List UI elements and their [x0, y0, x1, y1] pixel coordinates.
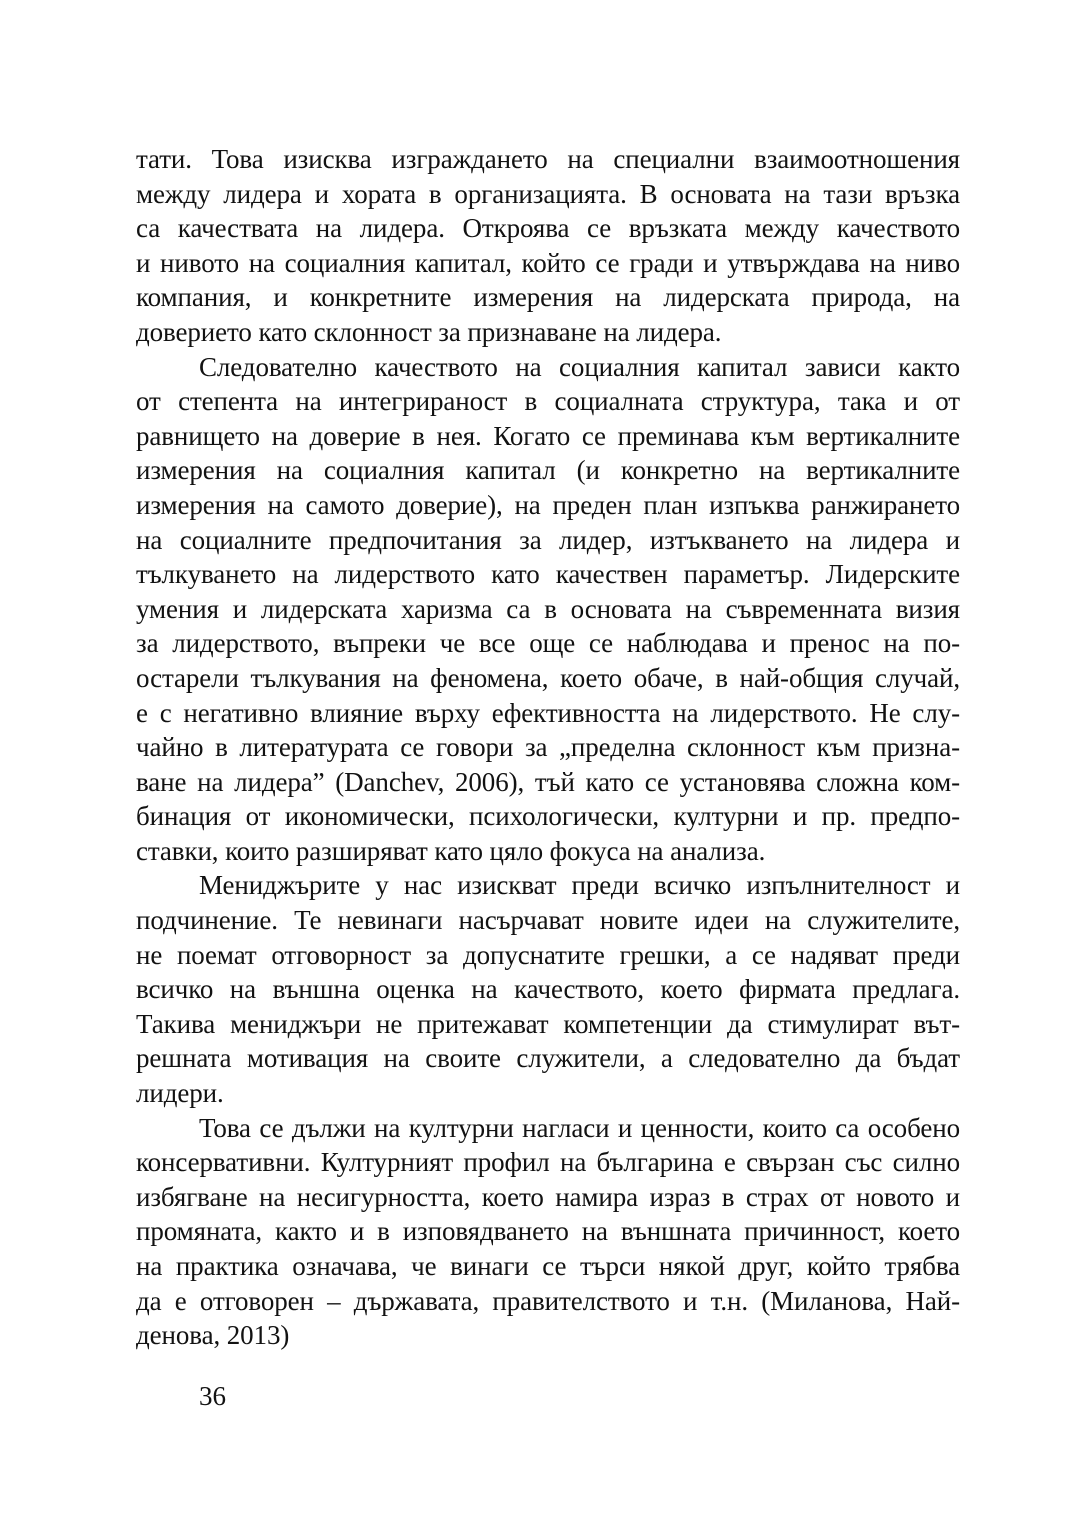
text-line: ване на лидера” (Danchev, 2006), тъй като се установява сложна ком- — [136, 766, 960, 797]
text-line: от степента на интегрираност в социалната структура, така и от — [136, 386, 960, 417]
text-line: е с негативно влияние върху ефективността на лидерството. Не слу- — [136, 697, 960, 728]
text-line: са качествата на лидера. Откроява се връзката между качеството — [136, 213, 960, 244]
text-line: ставки, които разширяват като цяло фокуса на анализа. — [136, 835, 766, 866]
text-line: бинация от икономически, психологически, културни и пр. предпо- — [136, 801, 960, 832]
text-line: измерения на самото доверие), на преден план изпъква ранжирането — [136, 489, 960, 520]
text-line: на практика означава, че винаги се търси някой друг, който трябва — [136, 1251, 960, 1281]
text-line: и нивото на социалния капитал, който се гради и утвърждава на ниво — [136, 247, 960, 278]
text-line: измерения на социалния капитал (и конкретно на вертикалните — [136, 455, 960, 486]
page-text — [136, 142, 960, 1353]
text-line: чайно в литературата се говори за „пределна склонност към призна- — [136, 732, 960, 763]
text-line: Това се дължи на културни нагласи и ценности, които са особено — [199, 1112, 960, 1143]
text-line: лидери. — [136, 1078, 224, 1109]
text-line: умения и лидерската харизма са в основата на съвременната визия — [136, 593, 960, 624]
text-line: тълкуването на лидерството като качествен параметър. Лидерските — [136, 559, 960, 590]
text-line: Такива мениджъри не притежават компетенции да стимулират вът- — [136, 1008, 960, 1039]
text-line: избягване на несигурността, което намира израз в страх от новото и — [136, 1181, 960, 1212]
text-line: Мениджърите у нас изискват преди всичко изпълнителност и — [199, 870, 960, 901]
text-line: промяната, както и в изповядването на външната причинност, което — [136, 1216, 960, 1247]
text-line: равнището на доверие в нея. Когато се преминава към вертикалните — [136, 420, 960, 451]
text-line: тати. Това изисква изграждането на специални взаимоотношения — [136, 144, 960, 174]
text-line: компания, и конкретните измерения на лидерската природа, на — [136, 282, 960, 313]
text-line: не поемат отговорност за допуснатите грешки, а се надяват преди — [136, 939, 960, 970]
text-line: всичко на външна оценка на качеството, което фирмата предлага. — [136, 974, 960, 1005]
text-line: консервативни. Културният профил на българина е свързан със силно — [136, 1147, 960, 1178]
text-line: да е отговорен – държавата, правителството и т.н. (Миланова, Най- — [136, 1285, 960, 1316]
text-line: доверието като склонност за признаване на лидера. — [136, 316, 722, 347]
text-line: решната мотивация на своите служители, а следователно да бъдат — [136, 1043, 960, 1074]
text-line: за лидерството, въпреки че все още се наблюдава и пренос на по- — [136, 628, 960, 659]
page-number: 36 — [199, 1381, 226, 1411]
text-line: остарели тълкувания на феномена, което обаче, в най-общия случай, — [136, 662, 960, 693]
text-line: на социалните предпочитания за лидер, изтъкването на лидера и — [136, 524, 960, 555]
text-line: Следователно качеството на социалния капитал зависи както — [199, 351, 960, 382]
text-line: подчинение. Те невинаги насърчават новите идеи на служителите, — [136, 905, 960, 936]
text-line: между лидера и хората в организацията. В основата на тази връзка — [136, 178, 960, 209]
text-line: денова, 2013) — [136, 1320, 290, 1351]
